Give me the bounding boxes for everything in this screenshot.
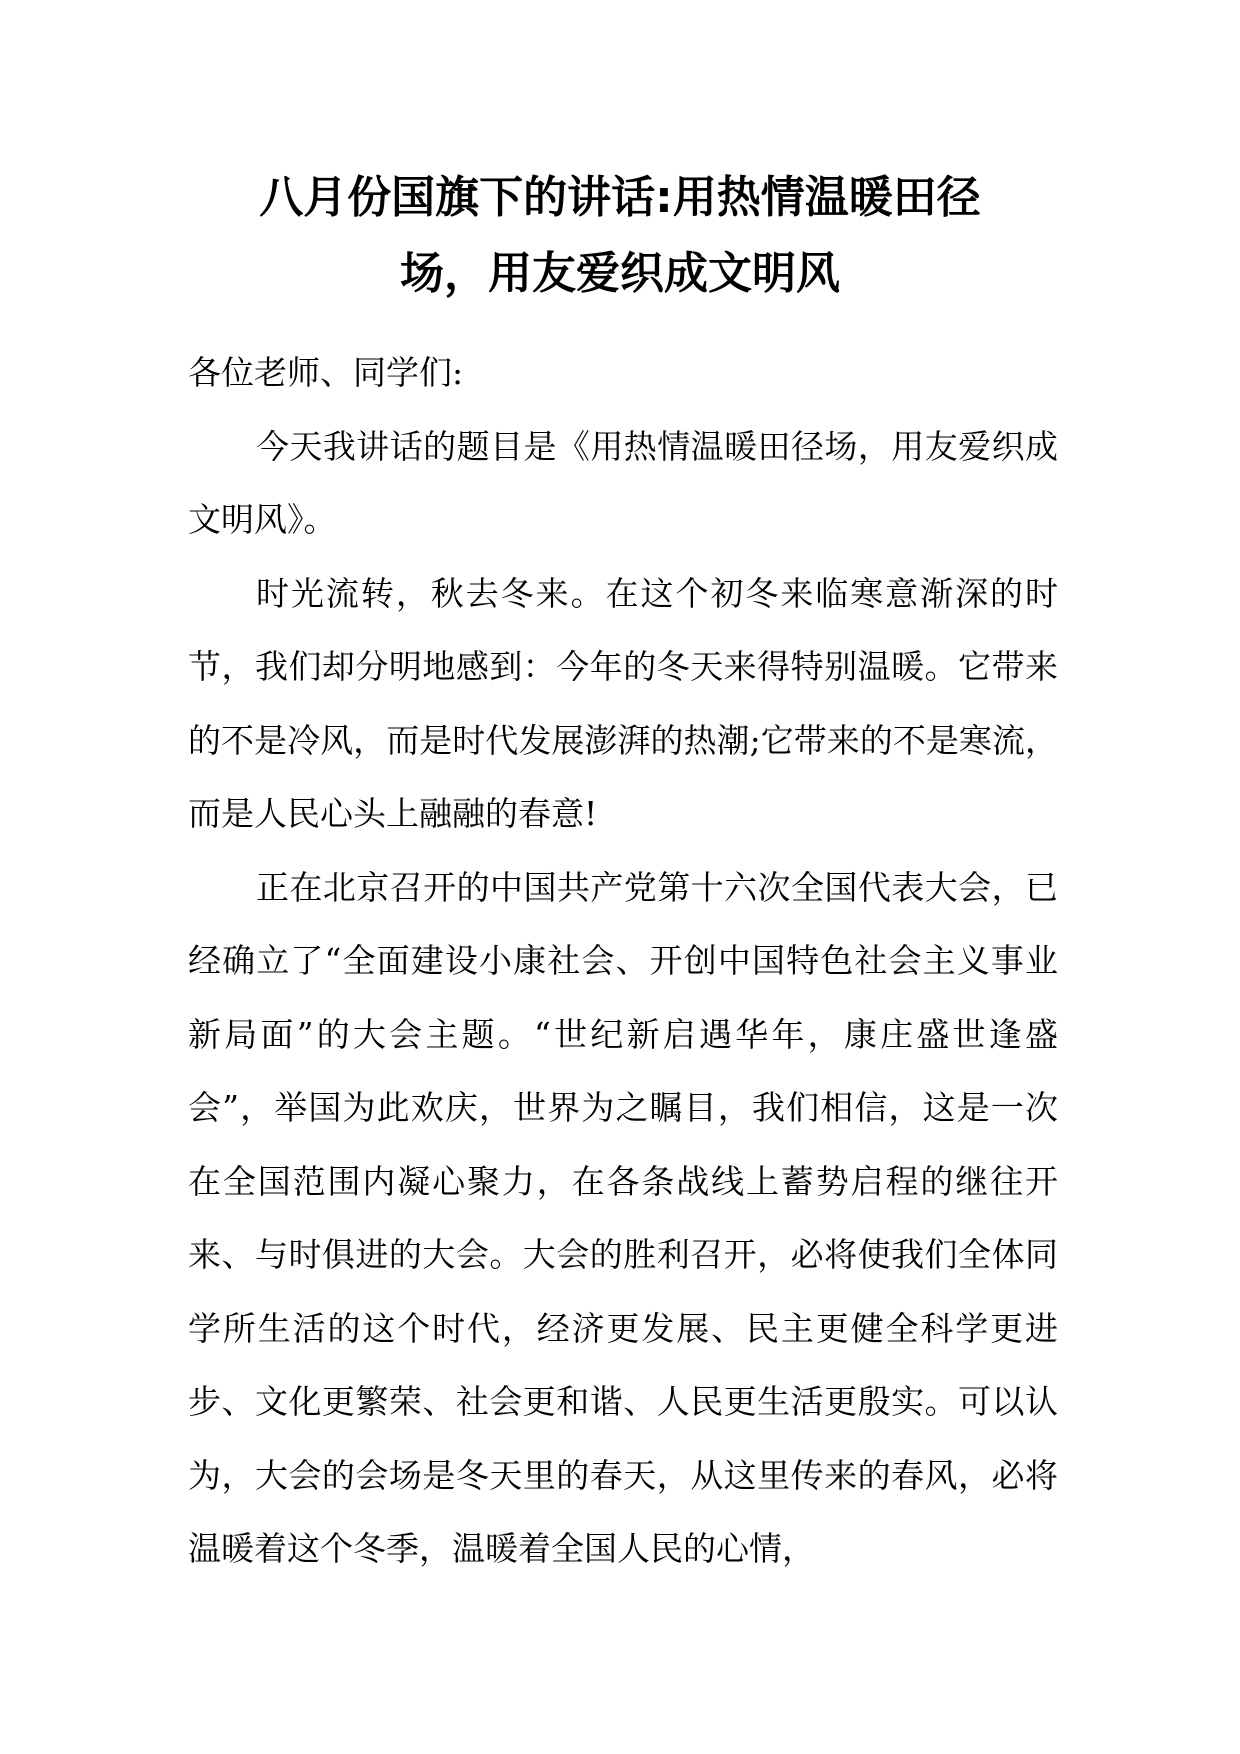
salutation: 各位老师、同学们: (188, 353, 464, 392)
paragraph-1: 今天我讲话的题目是《用热情温暖田径场，用友爱织成文明风》。 (188, 426, 1058, 539)
paragraph-2: 时光流转，秋去冬来。在这个初冬来临寒意渐深的时节，我们却分明地感到：今年的冬天来得特别温暖。它带来的不是冷风，而是时代发展澎湃的热潮;它带来的不是寒流，而是人民心头上融融的春意! (188, 573, 1058, 833)
paragraph-3: 正在北京召开的中国共产党第十六次全国代表大会，已经确立了“全面建设小康社会、开创中国特色社会主义事业新局面”的大会主题。“世纪新启遇华年，康庄盛世逢盛会”，举国为此欢庆，世界为之瞩目，我们相信，这是一次在全国范围内凝心聚力，在各条战线上蓄势启程的继往开来、与时俱进的大会。大会的胜利召开，必将使我们全体同学所生活的这个时代，经济更发展、民主更健全科学更进步、文化更繁荣、社会更和谐、人民更生活更殷实。可以认为，大会的会场是冬天里的春天，从这里传来的春风，必将温暖着这个冬季，温暖着全国人民的心情， (188, 867, 1058, 1568)
title-line-1: 八月份国旗下的讲话:用热情温暖田径 (259, 172, 981, 223)
document-body (188, 336, 1058, 1586)
document-title (180, 160, 1060, 312)
title-line-2: 场，用友爱织成文明风 (400, 248, 840, 299)
